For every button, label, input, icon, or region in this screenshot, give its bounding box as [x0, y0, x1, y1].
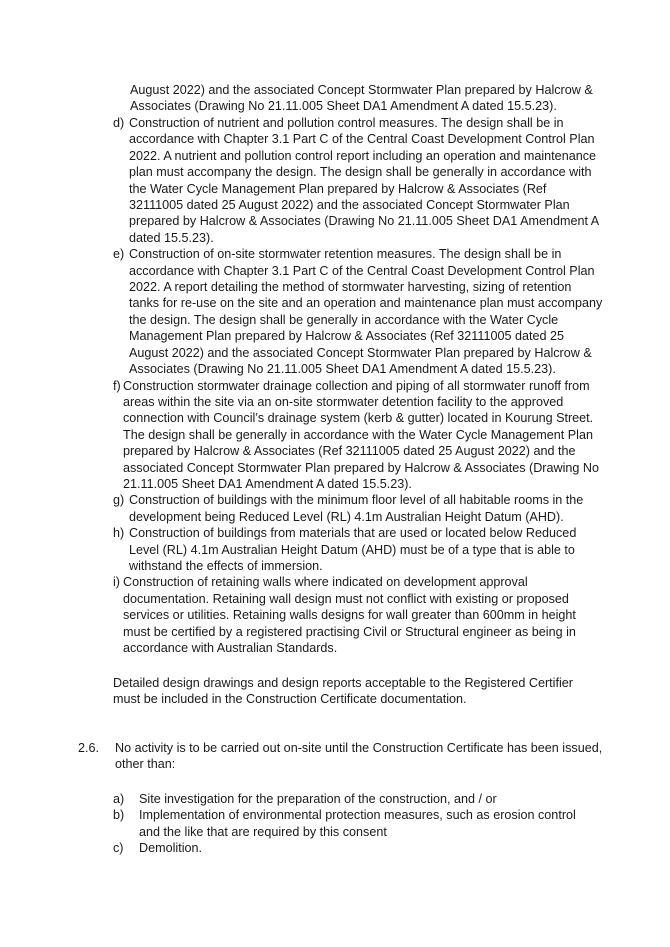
list-item — [113, 525, 603, 574]
list-item-label: b) — [113, 808, 125, 823]
condition-list — [113, 115, 603, 656]
list-item-text: Construction of retaining walls where indicated on development approval documentation. Retaining wall design must not conflict with existing or proposed services or utilities. Retaining walls designs for wall greater than 600mm in height must be certified by a registered practising Civil or Structural engineer as being in accordance with Australian Standards. — [123, 575, 576, 655]
list-item-text: Implementation of environmental protection measures, such as erosion control and the like that are required by this consent — [139, 808, 576, 839]
list-item-text: Construction of buildings from materials that are used or located below Reduced Level (RL) 4.1m Australian Height Datum (AHD) must be of a type that is able to withstand the effects of immersion. — [129, 526, 577, 573]
list-item-text: Construction of on-site stormwater retention measures. The design shall be in accordance with Chapter 3.1 Part C of the Central Coast Development Control Plan 2022. A report detailing the method of stormwater harvesting, sizing of retention tanks for re-use on the site and an operation and maintenance plan must accompany the design. The design shall be generally in accordance with the Water Cycle Management Plan prepared by Halcrow & Associates (Ref 32111005 dated 25 August 2022) and the associated Concept Stormwater Plan prepared by Halcrow & Associates (Drawing No 21.11.005 Sheet DA1 Amendment A dated 15.5.23). — [129, 247, 603, 377]
section-text: No activity is to be carried out on-site until the Construction Certificate has been issued, other than: — [115, 741, 603, 772]
list-item-text: Construction of nutrient and pollution control measures. The design shall be in accordance with Chapter 3.1 Part C of the Central Coast Development Control Plan 2022. A nutrient and pollution control report including an operation and maintenance plan must accompany the design. The design shall be generally in accordance with the Water Cycle Management Plan prepared by Halcrow & Associates (Ref 32111005 dated 25 August 2022) and the associated Concept Stormwater Plan prepared by Halcrow & Associates (Drawing No 21.11.005 Sheet DA1 Amendment A dated 15.5.23). — [129, 116, 599, 245]
list-item — [113, 492, 603, 525]
list-item-label: c) — [113, 841, 124, 856]
list-item — [113, 807, 583, 840]
list-item-text: Demolition. — [139, 841, 202, 856]
closing-paragraph: Detailed design drawings and design reports acceptable to the Registered Certifier must be included in the Construction Certificate documentation. — [113, 676, 573, 707]
list-item-text: Site investigation for the preparation of the construction, and / or — [139, 792, 497, 806]
list-item — [113, 791, 583, 807]
list-item-label: f) — [113, 378, 121, 393]
list-item-label: h) — [113, 526, 125, 541]
list-item-text: Construction stormwater drainage collection and piping of all stormwater runoff from areas within the site via an on-site stormwater detention facility to the approved connection with Council’s drainage system (kerb & gutter) located in Kourung Street. The design shall be generally in accordance with the Water Cycle Management Plan prepared by Halcrow & Associates (Ref 32111005 dated 25 August 2022) and the associated Concept Stormwater Plan prepared by Halcrow & Associates (Drawing No 21.11.005 Sheet DA1 Amendment A dated 15.5.23). — [123, 378, 599, 491]
list-item — [113, 246, 603, 377]
list-item-label: i) — [113, 575, 120, 590]
list-item-label: a) — [113, 792, 125, 806]
list-item-label: d) — [113, 116, 125, 130]
list-item-text: Construction of buildings with the minimum floor level of all habitable rooms in the development being Reduced Level (RL) 4.1m Australian Height Datum (AHD). — [129, 493, 584, 524]
section-sublist — [113, 791, 583, 857]
list-item-label: g) — [113, 493, 125, 508]
list-item — [113, 574, 603, 656]
list-item — [113, 840, 583, 856]
list-item-label: e) — [113, 247, 125, 262]
continuation-paragraph: August 2022) and the associated Concept Stormwater Plan prepared by Halcrow & Associates (Drawing No 21.11.005 Sheet DA1 Amendment A dated 15.5.23). — [130, 83, 593, 114]
list-item — [113, 115, 603, 246]
section-2-6 — [78, 740, 608, 773]
list-item — [113, 378, 603, 493]
section-number: 2.6. — [78, 741, 100, 755]
